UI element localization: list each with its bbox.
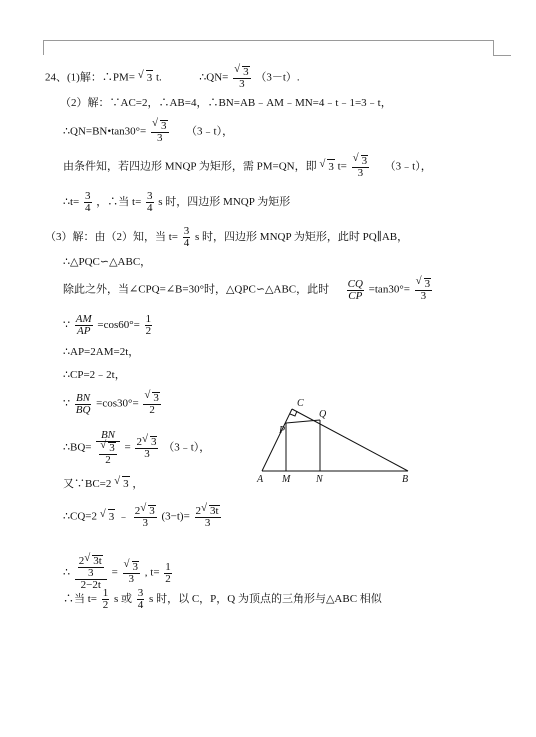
text: （3）解：由（2）知，当 t= — [45, 231, 179, 244]
sqrt-radicand: 3 — [328, 160, 334, 173]
sqrt-radicand: 3t — [210, 505, 219, 517]
sqrt-radicand: 3 — [123, 478, 129, 490]
denominator: 3 — [357, 167, 364, 179]
denominator: 4 — [85, 202, 91, 214]
text: （3﹣t）， — [163, 441, 211, 454]
fraction — [135, 436, 158, 460]
text: = — [124, 441, 131, 454]
coefficient: 2 — [134, 505, 141, 517]
numerator: AM — [75, 313, 92, 325]
denominator: BQ — [75, 403, 91, 416]
solution-line-12 — [63, 392, 163, 416]
fraction — [164, 562, 172, 585]
fraction — [146, 191, 154, 214]
solution-line-17 — [63, 588, 382, 611]
label-P: P — [279, 425, 286, 436]
numerator: 1 — [102, 587, 109, 599]
text: ∴当 t= — [63, 593, 98, 606]
coefficient: 2 — [195, 505, 202, 517]
sqrt-radicand: 3 — [161, 120, 167, 132]
denominator: 2 — [165, 572, 171, 585]
numerator: BN — [96, 430, 120, 442]
fraction — [151, 120, 169, 144]
fraction — [102, 588, 110, 611]
fraction — [99, 442, 117, 466]
fraction — [233, 66, 251, 90]
sqrt-radicand: 3 — [243, 66, 249, 78]
denominator: 4 — [183, 237, 190, 249]
text: t. — [155, 71, 162, 84]
denominator: 3 — [142, 517, 148, 529]
coefficient: 2 — [78, 555, 85, 567]
fraction — [123, 561, 141, 585]
fraction — [145, 314, 153, 337]
text: （3﹣t）， — [384, 160, 432, 173]
denominator: 3 — [420, 290, 427, 302]
solution-line-10: ∴AP=2AM=2t， — [63, 346, 140, 358]
text: ∴QN=BN•tan30°= — [63, 125, 147, 138]
text: s 时，四边形 MNQP 为矩形 — [158, 196, 291, 209]
text: t= — [337, 160, 347, 173]
crop-mark-left-vertical — [43, 40, 44, 55]
label-Q: Q — [319, 409, 327, 420]
numerator: 1 — [145, 313, 152, 325]
text: (3−t)= — [161, 510, 190, 523]
denominator: 4 — [147, 202, 153, 214]
denominator: CP — [348, 289, 363, 302]
denominator: 4 — [137, 599, 144, 611]
fraction — [75, 314, 93, 337]
denominator: 3 — [144, 448, 150, 460]
denominator: 2 — [149, 404, 155, 416]
segment-AC — [262, 409, 292, 471]
label-A: A — [257, 474, 264, 485]
numerator: 3 — [85, 190, 91, 202]
label-B: B — [402, 474, 409, 485]
numerator: BN — [76, 391, 91, 404]
fraction — [352, 155, 370, 179]
label-C: C — [297, 398, 304, 409]
text: ﹣ — [117, 510, 129, 523]
denominator: AP — [76, 325, 91, 337]
solution-line-5 — [63, 191, 290, 214]
crop-mark-right-vertical — [493, 40, 494, 55]
text: 除此之外，当∠CPQ=∠B=30°时，△QPC∽△ABC，此时 — [63, 283, 330, 296]
fraction — [78, 555, 104, 579]
numerator: 3 — [183, 225, 190, 237]
denominator: 3 — [88, 567, 94, 579]
numerator: 1 — [165, 560, 171, 573]
sqrt-radicand: 3 — [361, 155, 368, 167]
text: 24、(1)解：∴PM= — [45, 71, 135, 84]
text: s 时，以 C，P，Q 为顶点的三角形与△ABC 相似 — [149, 593, 382, 606]
solution-line-1 — [45, 66, 300, 90]
text: ∵ — [63, 397, 70, 410]
solution-line-8 — [63, 278, 434, 302]
text: ∴CQ=2 — [63, 510, 97, 523]
numerator: 3 — [137, 587, 144, 599]
crop-mark-top-rule — [43, 40, 493, 41]
text: ∴ — [63, 566, 70, 579]
text: ∴BQ= — [63, 441, 92, 454]
fraction — [75, 555, 107, 591]
label-M: M — [282, 474, 291, 485]
sqrt — [122, 476, 130, 491]
denominator: 2 — [145, 325, 152, 337]
sqrt — [146, 70, 154, 85]
denominator: 3 — [128, 573, 135, 585]
fraction — [137, 588, 145, 611]
denominator: 3 — [239, 78, 245, 90]
fraction — [195, 505, 221, 529]
sqrt-radicand: 3 — [153, 392, 159, 404]
solution-line-4 — [63, 155, 432, 179]
denominator: 2 — [105, 454, 111, 466]
solution-line-7: ∴△PQC∽△ABC， — [63, 256, 152, 268]
text: =cos60°= — [97, 319, 140, 332]
fraction — [134, 505, 157, 529]
text: , t= — [144, 566, 160, 579]
text: ∴QN= — [199, 71, 229, 84]
text: 由条件知，若四边形 MNQP 为矩形，需 PM=QN，即 — [63, 160, 317, 173]
denominator: 3 — [204, 517, 211, 529]
solution-line-11: ∴CP=2﹣2t， — [63, 369, 126, 381]
text: ∵ — [63, 319, 70, 332]
numerator: 3 — [147, 190, 153, 202]
sqrt-radicand: 3 — [108, 510, 115, 523]
segment-CB — [292, 409, 408, 471]
solution-line-15 — [63, 505, 223, 529]
crop-mark-right-horizontal — [493, 55, 511, 56]
nested-fraction — [96, 442, 120, 466]
fraction — [347, 279, 364, 302]
sqrt-radicand: 3 — [150, 436, 157, 448]
solution-line-16 — [63, 555, 174, 591]
fraction — [96, 430, 120, 466]
label-N: N — [316, 474, 323, 485]
sqrt-radicand: 3 — [109, 442, 115, 454]
fraction — [143, 392, 161, 416]
sqrt — [108, 509, 116, 524]
solution-line-14 — [63, 476, 143, 491]
text: （3－t）. — [255, 71, 300, 84]
solution-line-6 — [45, 226, 408, 249]
text: 又∵BC=2 — [63, 478, 112, 490]
fraction — [84, 191, 92, 214]
text: ∴t= — [63, 196, 80, 209]
denominator: 2−2t — [80, 579, 101, 591]
geometry-figure — [250, 392, 420, 492]
coefficient: 2 — [136, 436, 142, 448]
text: ，∴当 t= — [96, 196, 142, 209]
denominator: 3 — [157, 132, 163, 144]
solution-line-3 — [63, 120, 233, 144]
sqrt — [327, 159, 335, 174]
text: （3﹣t）， — [186, 125, 234, 138]
fraction — [183, 226, 191, 249]
text: s 或 — [114, 593, 133, 606]
numerator: CQ — [347, 277, 363, 290]
sqrt-radicand: 3 — [424, 278, 431, 290]
sqrt-radicand: 3 — [149, 505, 155, 517]
denominator: 2 — [102, 599, 109, 611]
solution-line-9 — [63, 314, 154, 337]
sqrt-radicand: 3 — [146, 71, 153, 84]
solution-line-13 — [63, 430, 210, 466]
sqrt-radicand: 3t — [93, 555, 102, 567]
fraction — [415, 278, 433, 302]
text: =tan30°= — [368, 283, 410, 296]
text: =cos30°= — [96, 397, 139, 410]
solution-line-2: （2）解：∵AC=2，∴AB=4，∴BN=AB﹣AM﹣MN=4﹣t﹣1=3﹣t， — [60, 97, 392, 109]
text: = — [111, 566, 118, 579]
sqrt-radicand: 3 — [132, 561, 139, 573]
fraction — [75, 393, 92, 416]
text: s 时，四边形 MNQP 为矩形，此时 PQ∥AB， — [195, 231, 409, 244]
text: ， — [132, 478, 144, 490]
